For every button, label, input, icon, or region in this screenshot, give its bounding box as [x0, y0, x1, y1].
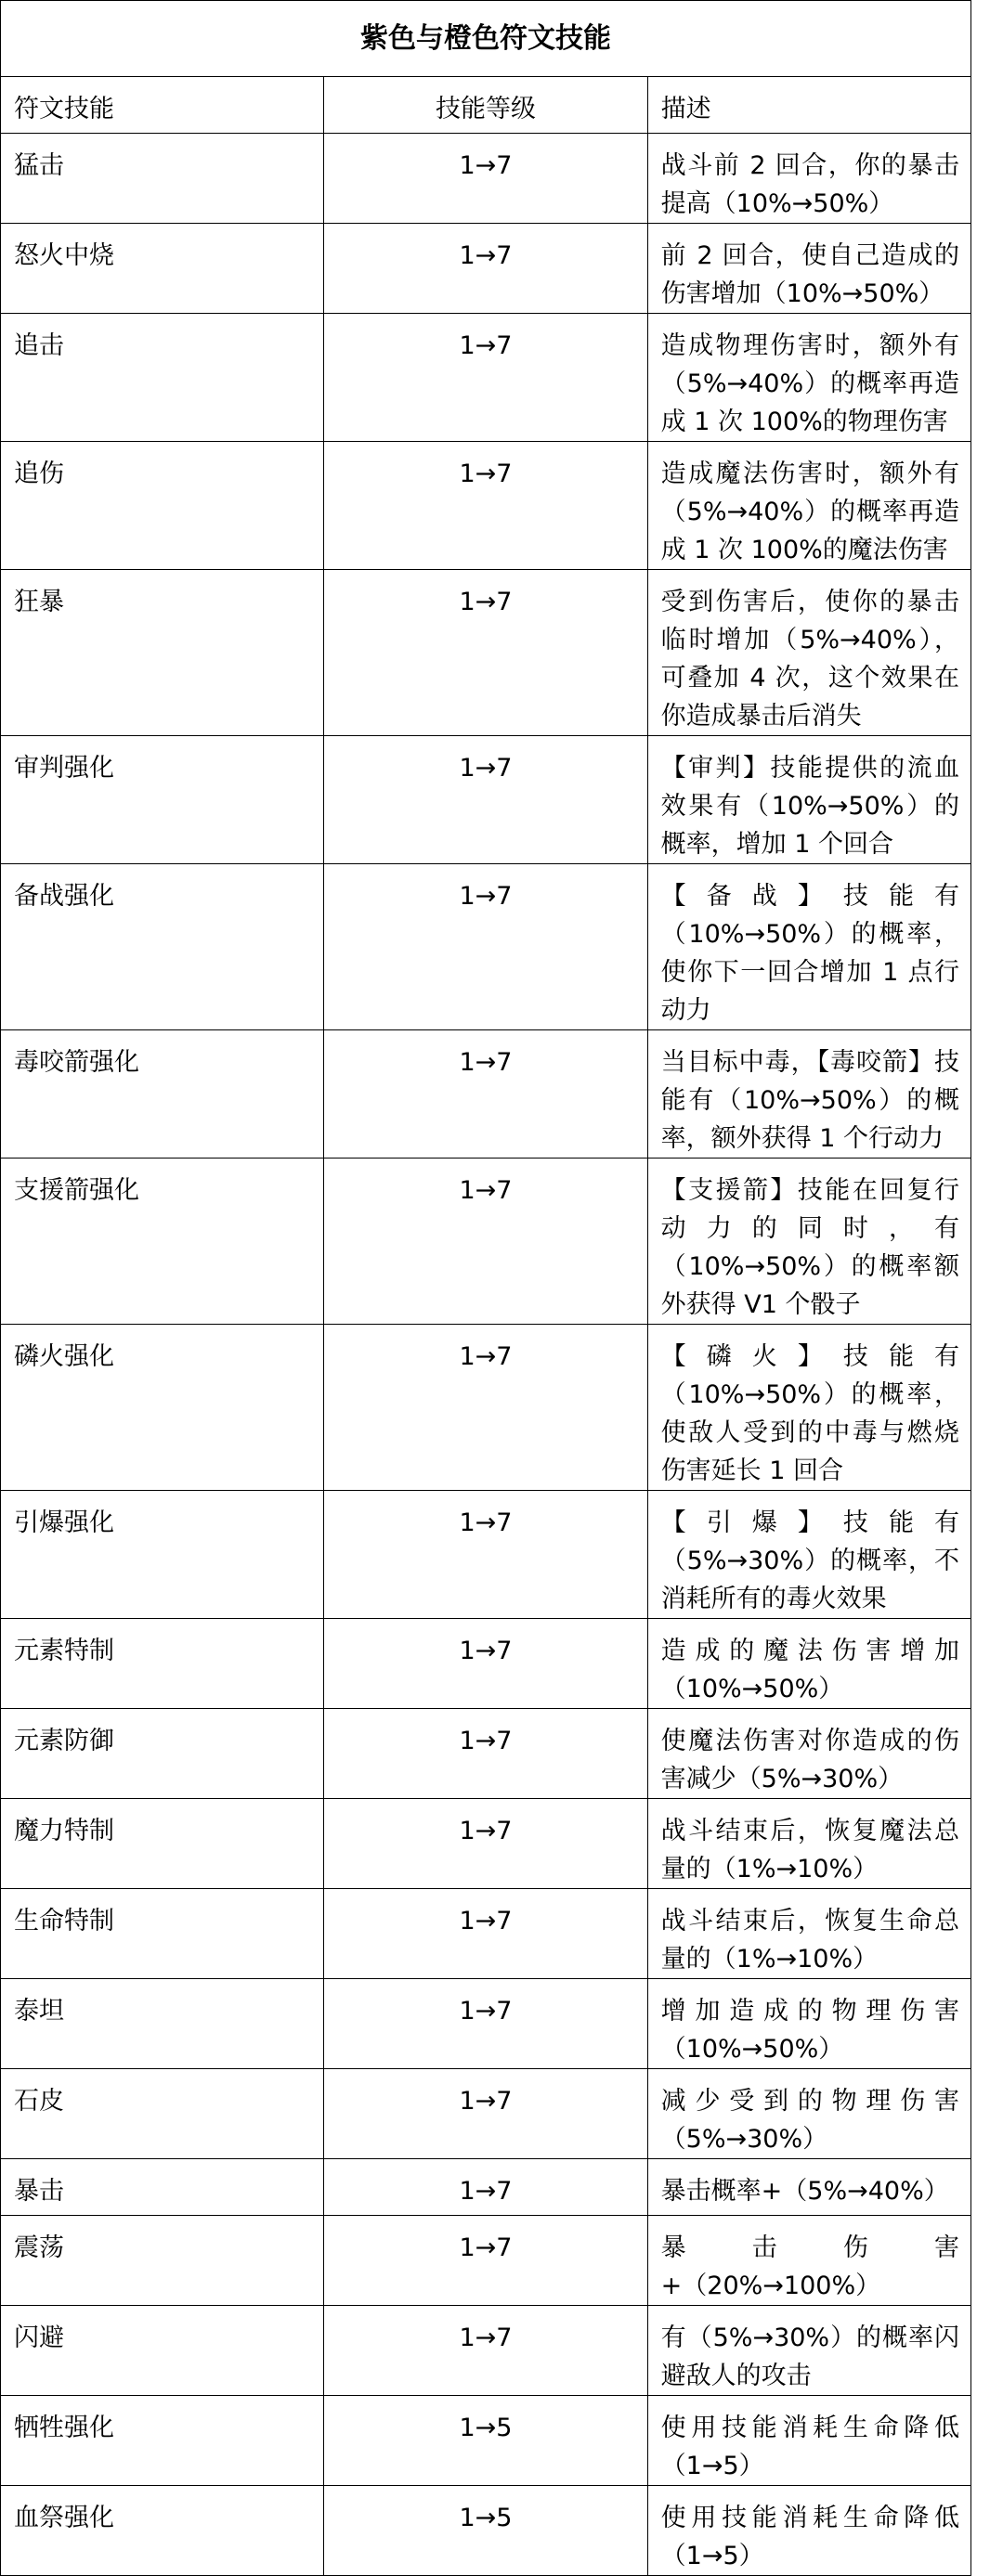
skill-name-cell: 猛击 — [1, 134, 324, 224]
skill-level-cell: 1→7 — [324, 224, 647, 314]
skill-name-cell: 追伤 — [1, 442, 324, 570]
table-row — [1, 314, 971, 442]
table-row — [1, 1979, 971, 2069]
skill-name-cell: 魔力特制 — [1, 1799, 324, 1889]
skill-level-cell: 1→7 — [324, 2069, 647, 2159]
skill-level-cell: 1→7 — [324, 1709, 647, 1799]
table-row — [1, 2306, 971, 2396]
skill-desc-cell: 使用技能消耗生命降低（1→5） — [647, 2486, 970, 2576]
skill-name-cell: 闪避 — [1, 2306, 324, 2396]
skill-desc-cell: 暴击伤害+（20%→100%） — [647, 2216, 970, 2306]
skill-name-cell: 支援箭强化 — [1, 1159, 324, 1325]
skill-desc-cell: 【备战】技能有（10%→50%）的概率，使你下一回合增加 1 点行动力 — [647, 864, 970, 1030]
table-row — [1, 570, 971, 736]
skill-desc-cell: 【支援箭】技能在回复行动力的同时，有（10%→50%）的概率额外获得 V1 个骰子 — [647, 1159, 970, 1325]
skill-level-cell: 1→5 — [324, 2396, 647, 2486]
skill-name-cell: 引爆强化 — [1, 1491, 324, 1619]
skill-name-cell: 怒火中烧 — [1, 224, 324, 314]
skill-name-cell: 暴击 — [1, 2159, 324, 2216]
skill-name-cell: 审判强化 — [1, 736, 324, 864]
skill-level-cell: 1→7 — [324, 736, 647, 864]
skill-desc-cell: 当目标中毒，【毒咬箭】技能有（10%→50%）的概率，额外获得 1 个行动力 — [647, 1030, 970, 1159]
skill-name-cell: 血祭强化 — [1, 2486, 324, 2576]
header-row — [1, 77, 971, 134]
skill-level-cell: 1→7 — [324, 2159, 647, 2216]
skill-desc-cell: 增加造成的物理伤害（10%→50%） — [647, 1979, 970, 2069]
skill-desc-cell: 前 2 回合，使自己造成的伤害增加（10%→50%） — [647, 224, 970, 314]
skill-name-cell: 泰坦 — [1, 1979, 324, 2069]
skill-desc-cell: 造成物理伤害时，额外有（5%→40%）的概率再造成 1 次 100%的物理伤害 — [647, 314, 970, 442]
skill-name-cell: 元素特制 — [1, 1619, 324, 1709]
skill-level-cell: 1→7 — [324, 1619, 647, 1709]
table-row — [1, 2216, 971, 2306]
table-row — [1, 864, 971, 1030]
skill-name-cell: 追击 — [1, 314, 324, 442]
table-row — [1, 1159, 971, 1325]
skill-desc-cell: 暴击概率+（5%→40%） — [647, 2159, 970, 2216]
table-row — [1, 736, 971, 864]
table-row — [1, 1030, 971, 1159]
skill-name-cell: 石皮 — [1, 2069, 324, 2159]
skill-desc-cell: 【审判】技能提供的流血效果有（10%→50%）的概率，增加 1 个回合 — [647, 736, 970, 864]
table-row — [1, 1709, 971, 1799]
table-row — [1, 2396, 971, 2486]
skill-level-cell: 1→7 — [324, 1159, 647, 1325]
skill-level-cell: 1→7 — [324, 134, 647, 224]
skill-name-cell: 毒咬箭强化 — [1, 1030, 324, 1159]
skill-level-cell: 1→7 — [324, 442, 647, 570]
skill-level-cell: 1→7 — [324, 2306, 647, 2396]
table-row — [1, 134, 971, 224]
skill-level-cell: 1→7 — [324, 1030, 647, 1159]
skill-desc-cell: 造成魔法伤害时，额外有（5%→40%）的概率再造成 1 次 100%的魔法伤害 — [647, 442, 970, 570]
skill-name-cell: 震荡 — [1, 2216, 324, 2306]
skill-desc-cell: 使用技能消耗生命降低（1→5） — [647, 2396, 970, 2486]
skill-name-cell: 牺牲强化 — [1, 2396, 324, 2486]
skill-level-cell: 1→7 — [324, 1799, 647, 1889]
skill-desc-cell: 战斗结束后，恢复魔法总量的（1%→10%） — [647, 1799, 970, 1889]
table-row — [1, 1619, 971, 1709]
skill-desc-cell: 战斗结束后，恢复生命总量的（1%→10%） — [647, 1889, 970, 1979]
table-title: 紫色与橙色符文技能 — [1, 1, 971, 77]
title-row — [1, 1, 971, 77]
skill-desc-cell: 战斗前 2 回合，你的暴击提高（10%→50%） — [647, 134, 970, 224]
skill-name-cell: 磷火强化 — [1, 1325, 324, 1491]
skill-level-cell: 1→7 — [324, 2216, 647, 2306]
table-row — [1, 1889, 971, 1979]
table-row — [1, 1799, 971, 1889]
skill-level-cell: 1→7 — [324, 1491, 647, 1619]
header-desc: 描述 — [647, 77, 970, 134]
skill-desc-cell: 有（5%→30%）的概率闪避敌人的攻击 — [647, 2306, 970, 2396]
skill-desc-cell: 【磷火】技能有（10%→50%）的概率，使敌人受到的中毒与燃烧伤害延长 1 回合 — [647, 1325, 970, 1491]
skill-level-cell: 1→7 — [324, 1889, 647, 1979]
skill-name-cell: 生命特制 — [1, 1889, 324, 1979]
header-name: 符文技能 — [1, 77, 324, 134]
skill-level-cell: 1→7 — [324, 570, 647, 736]
table-row — [1, 224, 971, 314]
table-row — [1, 1325, 971, 1491]
skill-desc-cell: 使魔法伤害对你造成的伤害减少（5%→30%） — [647, 1709, 970, 1799]
skill-level-cell: 1→7 — [324, 1979, 647, 2069]
table-row — [1, 1491, 971, 1619]
skill-name-cell: 备战强化 — [1, 864, 324, 1030]
skill-level-cell: 1→7 — [324, 864, 647, 1030]
table-row — [1, 2069, 971, 2159]
skill-desc-cell: 受到伤害后，使你的暴击临时增加（5%→40%），可叠加 4 次，这个效果在你造成暴击后消失 — [647, 570, 970, 736]
skill-level-cell: 1→7 — [324, 314, 647, 442]
skill-level-cell: 1→5 — [324, 2486, 647, 2576]
skill-name-cell: 狂暴 — [1, 570, 324, 736]
skill-desc-cell: 减少受到的物理伤害（5%→30%） — [647, 2069, 970, 2159]
skill-name-cell: 元素防御 — [1, 1709, 324, 1799]
table-row — [1, 2159, 971, 2216]
table-row — [1, 2486, 971, 2576]
skill-desc-cell: 造成的魔法伤害增加（10%→50%） — [647, 1619, 970, 1709]
table-row — [1, 442, 971, 570]
header-level: 技能等级 — [324, 77, 647, 134]
skill-level-cell: 1→7 — [324, 1325, 647, 1491]
skill-desc-cell: 【引爆】技能有（5%→30%）的概率，不消耗所有的毒火效果 — [647, 1491, 970, 1619]
